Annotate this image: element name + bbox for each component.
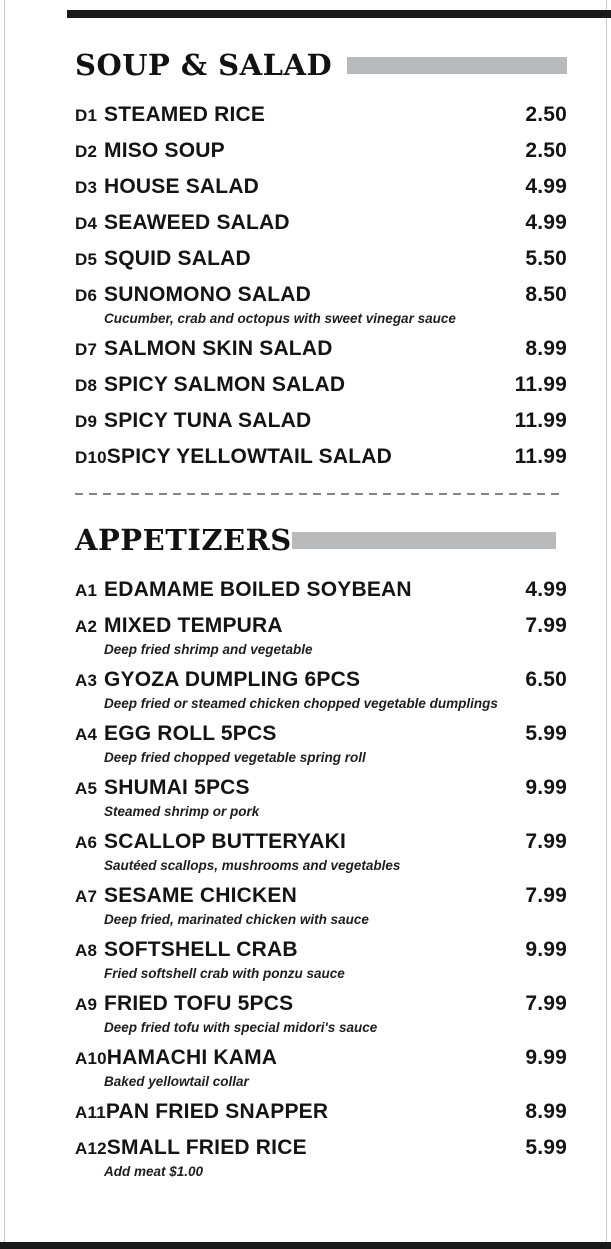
menu-item-d3 — [75, 175, 567, 199]
item-price: 2.50 — [525, 103, 567, 126]
item-code: D8 — [75, 376, 98, 395]
item-code: A7 — [75, 887, 98, 906]
menu-item-a3 — [75, 668, 567, 711]
menu-item-d8 — [75, 373, 567, 397]
section-header — [75, 522, 567, 558]
item-row — [75, 175, 567, 199]
menu-item-a8 — [75, 938, 567, 981]
item-code: A10 — [75, 1049, 107, 1068]
item-description: Baked yellowtail collar — [104, 1074, 249, 1089]
menu-item-d6 — [75, 283, 567, 326]
item-name: FRIED TOFU 5PCS — [104, 992, 294, 1015]
item-price: 2.50 — [525, 139, 567, 162]
item-price: 4.99 — [525, 578, 567, 601]
item-description: Steamed shrimp or pork — [104, 804, 260, 819]
item-code: D9 — [75, 412, 98, 431]
menu-section-soup-salad — [75, 47, 567, 469]
item-code: A1 — [75, 581, 98, 600]
item-code: A12 — [75, 1139, 107, 1158]
item-code: D1 — [75, 106, 98, 125]
top-black-bar — [67, 10, 611, 18]
item-name: MISO SOUP — [104, 139, 225, 162]
item-description: Deep fried shrimp and vegetable — [104, 642, 313, 657]
item-price: 7.99 — [525, 884, 567, 907]
item-row — [75, 337, 567, 361]
menu-item-d4 — [75, 211, 567, 235]
item-name: SALMON SKIN SALAD — [104, 337, 333, 360]
item-name: HOUSE SALAD — [104, 175, 260, 198]
page-edge-left — [4, 0, 5, 1249]
item-code: D3 — [75, 178, 98, 197]
item-row — [75, 373, 567, 397]
item-code: D6 — [75, 286, 98, 305]
item-name: SHUMAI 5PCS — [104, 776, 250, 799]
menu-item-d1 — [75, 103, 567, 127]
item-row — [75, 830, 567, 854]
item-name: SUNOMONO SALAD — [104, 283, 311, 306]
item-price: 8.99 — [525, 337, 567, 360]
item-code: A5 — [75, 779, 98, 798]
item-row — [75, 776, 567, 800]
item-row — [75, 578, 567, 602]
item-name: SQUID SALAD — [104, 247, 251, 270]
item-price: 4.99 — [525, 211, 567, 234]
menu-item-d7 — [75, 337, 567, 361]
item-price: 4.99 — [525, 175, 567, 198]
item-row — [75, 1100, 567, 1124]
item-row — [75, 1046, 567, 1070]
item-description: Fried softshell crab with ponzu sauce — [104, 966, 345, 981]
item-code: A3 — [75, 671, 98, 690]
menu-item-d10 — [75, 445, 567, 469]
item-row — [75, 445, 567, 469]
item-description: Sautéed scallops, mushrooms and vegetables — [104, 858, 401, 873]
item-description: Deep fried tofu with special midori's sauce — [104, 1020, 378, 1035]
item-price: 7.99 — [525, 830, 567, 853]
menu-item-a2 — [75, 614, 567, 657]
item-row — [75, 409, 567, 433]
menu-content — [75, 47, 567, 1190]
item-code: A4 — [75, 725, 98, 744]
item-code: D7 — [75, 340, 98, 359]
item-name: SESAME CHICKEN — [104, 884, 297, 907]
item-row — [75, 103, 567, 127]
item-code: A2 — [75, 617, 98, 636]
menu-item-a4 — [75, 722, 567, 765]
item-row — [75, 247, 567, 271]
item-name: MIXED TEMPURA — [104, 614, 283, 637]
section-header — [75, 47, 567, 83]
item-name: SPICY YELLOWTAIL SALAD — [106, 445, 393, 468]
dashed-divider — [75, 493, 561, 495]
item-name: SPICY SALMON SALAD — [104, 373, 346, 396]
item-price: 6.50 — [525, 668, 567, 691]
item-name: SPICY TUNA SALAD — [104, 409, 312, 432]
menu-item-a1 — [75, 578, 567, 602]
item-price: 5.99 — [525, 1136, 567, 1159]
menu-item-d5 — [75, 247, 567, 271]
item-code: A9 — [75, 995, 98, 1014]
item-row — [75, 668, 567, 692]
item-name: STEAMED RICE — [104, 103, 266, 126]
menu-item-a6 — [75, 830, 567, 873]
item-row — [75, 139, 567, 163]
item-price: 5.99 — [525, 722, 567, 745]
menu-item-d9 — [75, 409, 567, 433]
item-name: SCALLOP BUTTERYAKI — [104, 830, 347, 853]
item-row — [75, 938, 567, 962]
item-code: D10 — [75, 448, 107, 467]
menu-section-appetizers — [75, 522, 567, 1179]
item-name: GYOZA DUMPLING 6PCS — [104, 668, 361, 691]
menu-item-d2 — [75, 139, 567, 163]
item-price: 8.50 — [525, 283, 567, 306]
item-name: PAN FRIED SNAPPER — [105, 1100, 329, 1123]
item-code: D5 — [75, 250, 98, 269]
item-price: 9.99 — [525, 1046, 567, 1069]
item-price: 7.99 — [525, 614, 567, 637]
section-title-soup-salad: SOUP & SALAD — [75, 48, 333, 82]
menu-item-a11 — [75, 1100, 567, 1124]
item-name: EGG ROLL 5PCS — [104, 722, 277, 745]
bottom-black-bar — [0, 1242, 611, 1249]
item-row — [75, 884, 567, 908]
item-price: 11.99 — [514, 409, 567, 432]
item-code: A6 — [75, 833, 98, 852]
item-code: A8 — [75, 941, 98, 960]
item-description: Deep fried or steamed chicken chopped vegetable dumplings — [104, 696, 498, 711]
item-name: EDAMAME BOILED SOYBEAN — [104, 578, 412, 601]
item-description: Add meat $1.00 — [104, 1164, 204, 1179]
item-price: 11.99 — [514, 445, 567, 468]
item-description: Deep fried, marinated chicken with sauce — [104, 912, 369, 927]
item-price: 5.50 — [525, 247, 567, 270]
item-code: D4 — [75, 214, 98, 233]
item-price: 9.99 — [525, 938, 567, 961]
item-description: Deep fried chopped vegetable spring roll — [104, 750, 366, 765]
item-row — [75, 614, 567, 638]
section-title-gray-bar — [292, 532, 556, 549]
page-edge-right — [606, 0, 607, 1249]
item-name: SOFTSHELL CRAB — [104, 938, 298, 961]
menu-item-a12 — [75, 1136, 567, 1179]
item-price: 8.99 — [525, 1100, 567, 1123]
item-price: 9.99 — [525, 776, 567, 799]
menu-item-a10 — [75, 1046, 567, 1089]
item-price: 11.99 — [514, 373, 567, 396]
item-code: A11 — [75, 1103, 106, 1122]
item-description: Cucumber, crab and octopus with sweet vinegar sauce — [104, 311, 456, 326]
item-code: D2 — [75, 142, 98, 161]
item-row — [75, 283, 567, 307]
item-row — [75, 1136, 567, 1160]
menu-item-a7 — [75, 884, 567, 927]
section-title-appetizers: APPETIZERS — [75, 523, 292, 557]
item-row — [75, 722, 567, 746]
menu-item-a5 — [75, 776, 567, 819]
item-row — [75, 992, 567, 1016]
item-name: HAMACHI KAMA — [106, 1046, 278, 1069]
menu-item-a9 — [75, 992, 567, 1035]
item-row — [75, 211, 567, 235]
item-name: SMALL FRIED RICE — [106, 1136, 307, 1159]
item-name: SEAWEED SALAD — [104, 211, 290, 234]
section-title-gray-bar — [347, 57, 567, 74]
item-price: 7.99 — [525, 992, 567, 1015]
